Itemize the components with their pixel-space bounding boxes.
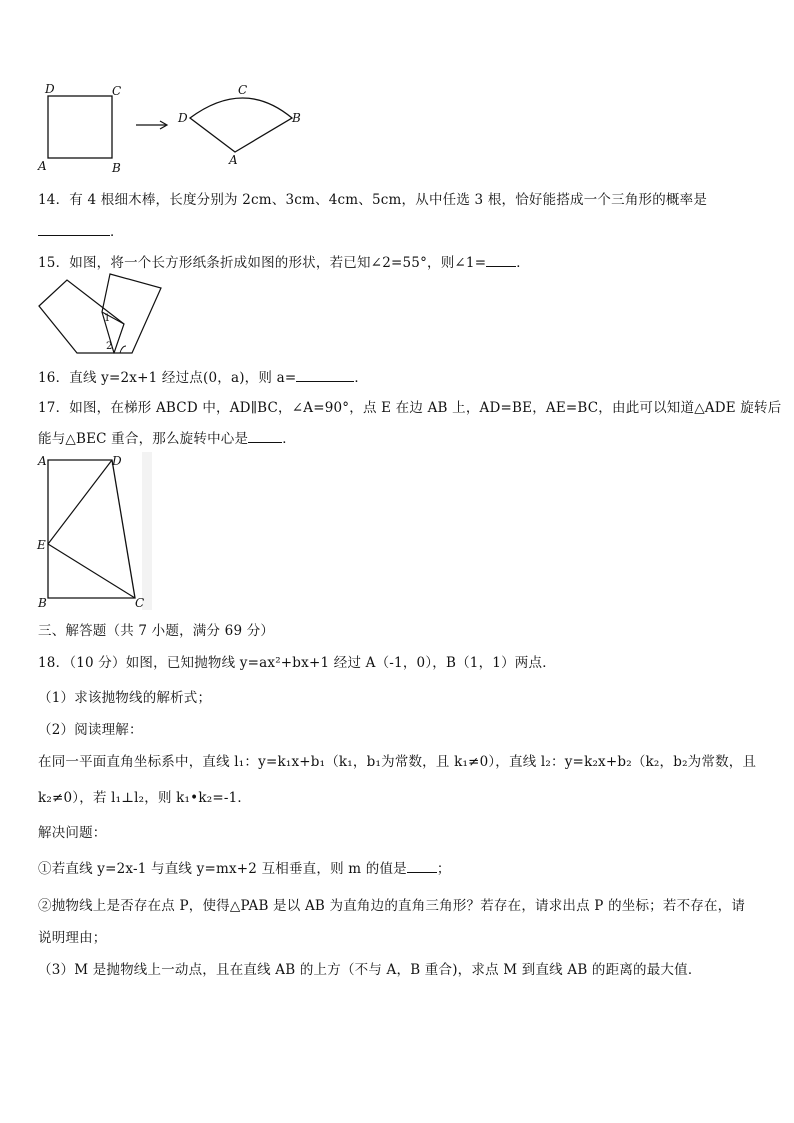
question-17-text-2: 能与△BEC 重合，那么旋转中心是 — [38, 431, 249, 447]
question-15 — [38, 251, 530, 271]
angle-label-1: 1 — [104, 313, 111, 324]
question-16 — [38, 366, 368, 386]
question-17-text-1: 17．如图，在梯形 ABCD 中，AD∥BC，∠A=90°，点 E 在边 AB 上，AD=BE，AE=BC，由此可以知道△ADE 旋转后 — [38, 400, 782, 416]
reading-line-1 — [38, 750, 756, 770]
question-18-part-1 — [38, 686, 211, 706]
answer-blank-15[interactable] — [486, 254, 516, 267]
label-e: E — [37, 538, 46, 552]
question-18-part-3 — [38, 958, 702, 978]
label-a: A — [38, 159, 47, 173]
segment-ed — [48, 460, 112, 544]
answer-blank-17[interactable] — [248, 430, 282, 443]
label-d: D — [45, 82, 55, 96]
question-18-stem-text: 18．（10 分）如图，已知抛物线 y=ax²+bx+1 经过 A（-1，0），B（1，1）两点． — [38, 655, 556, 671]
sub-question-2-line-1 — [38, 894, 745, 914]
question-15-text: 15．如图，将一个长方形纸条折成如图的形状，若已知∠2=55°，则∠1= — [38, 255, 487, 271]
sector-label-c: C — [238, 83, 248, 97]
question-15-tail: ． — [516, 255, 530, 271]
question-17-line-2 — [38, 427, 296, 447]
question-18-part-1-text: （1）求该抛物线的解析式； — [38, 690, 212, 706]
arrow-icon — [136, 121, 167, 129]
reading-line-2 — [38, 786, 251, 806]
sub-question-1 — [38, 857, 451, 877]
sub-question-1-text: ①若直线 y=2x-1 与直线 y=mx+2 互相垂直，则 m 的值是 — [38, 861, 407, 877]
trapezoid-figure — [34, 452, 152, 610]
section-3-title — [38, 619, 274, 639]
reading-text-1: 在同一平面直角坐标系中，直线 l₁：y=k₁x+b₁（k₁，b₁为常数，且 k₁≠0），直线 l₂：y=k₂x+b₂（k₂，b₂为常数，且 — [38, 754, 757, 770]
question-16-text: 16．直线 y=2x+1 经过点(0，a)，则 a= — [38, 370, 297, 386]
answer-blank-16[interactable] — [296, 369, 354, 382]
figure-edge-shade — [142, 452, 152, 610]
square-abcd — [48, 96, 112, 158]
question-18-part-2 — [38, 718, 143, 738]
answer-blank-14[interactable] — [38, 223, 110, 236]
label-d: D — [112, 454, 122, 468]
sector-label-d: D — [178, 111, 188, 125]
sub-question-2-line-2 — [38, 926, 107, 946]
question-17-tail: ． — [282, 431, 296, 447]
solve-heading-text: 解决问题： — [38, 825, 107, 841]
sector-label-a: A — [229, 153, 238, 167]
question-18-part-2-text: （2）阅读理解： — [38, 722, 143, 738]
label-c: C — [135, 596, 145, 610]
reading-text-2: k₂≠0），若 l₁⊥l₂，则 k₁•k₂=-1． — [38, 790, 252, 806]
question-14 — [38, 188, 707, 208]
solve-heading — [38, 821, 107, 841]
label-a: A — [38, 454, 47, 468]
question-16-tail: ． — [354, 370, 369, 386]
question-14-answer-line — [38, 220, 124, 240]
answer-blank-18-m[interactable] — [407, 860, 437, 873]
label-b: B — [112, 161, 121, 175]
question-18-part-3-text: （3）M 是抛物线上一动点，且在直线 AB 的上方（不与 A，B 重合)，求点 M 到直线 AB 的距离的最大值． — [38, 962, 702, 978]
folded-strip-figure — [36, 270, 166, 356]
question-17-line-1 — [38, 396, 781, 416]
question-18-stem — [38, 651, 556, 671]
label-b: B — [38, 596, 47, 610]
label-c: C — [112, 84, 122, 98]
sub-question-1-tail: ； — [436, 861, 451, 877]
sub-question-2-text-2: 说明理由； — [38, 930, 107, 946]
question-14-text: 14．有 4 根细木棒，长度分别为 2cm、3cm、4cm、5cm，从中任选 3 根，恰好能搭成一个三角形的概率是 — [38, 192, 708, 208]
sector-shape — [190, 98, 292, 152]
sector-label-b: B — [292, 111, 301, 125]
square-to-sector-figure — [34, 80, 314, 176]
sub-question-2-text-1: ②抛物线上是否存在点 P，使得△PAB 是以 AB 为直角边的直角三角形？若存在，请求出点 P 的坐标；若不存在，请 — [38, 898, 746, 914]
section-3-title-text: 三、解答题（共 7 小题，满分 69 分） — [38, 623, 275, 639]
trapezoid-abcd — [48, 460, 135, 598]
angle-label-2: 2 — [106, 341, 113, 352]
segment-ec — [48, 544, 135, 598]
question-14-tail: ． — [110, 224, 124, 240]
